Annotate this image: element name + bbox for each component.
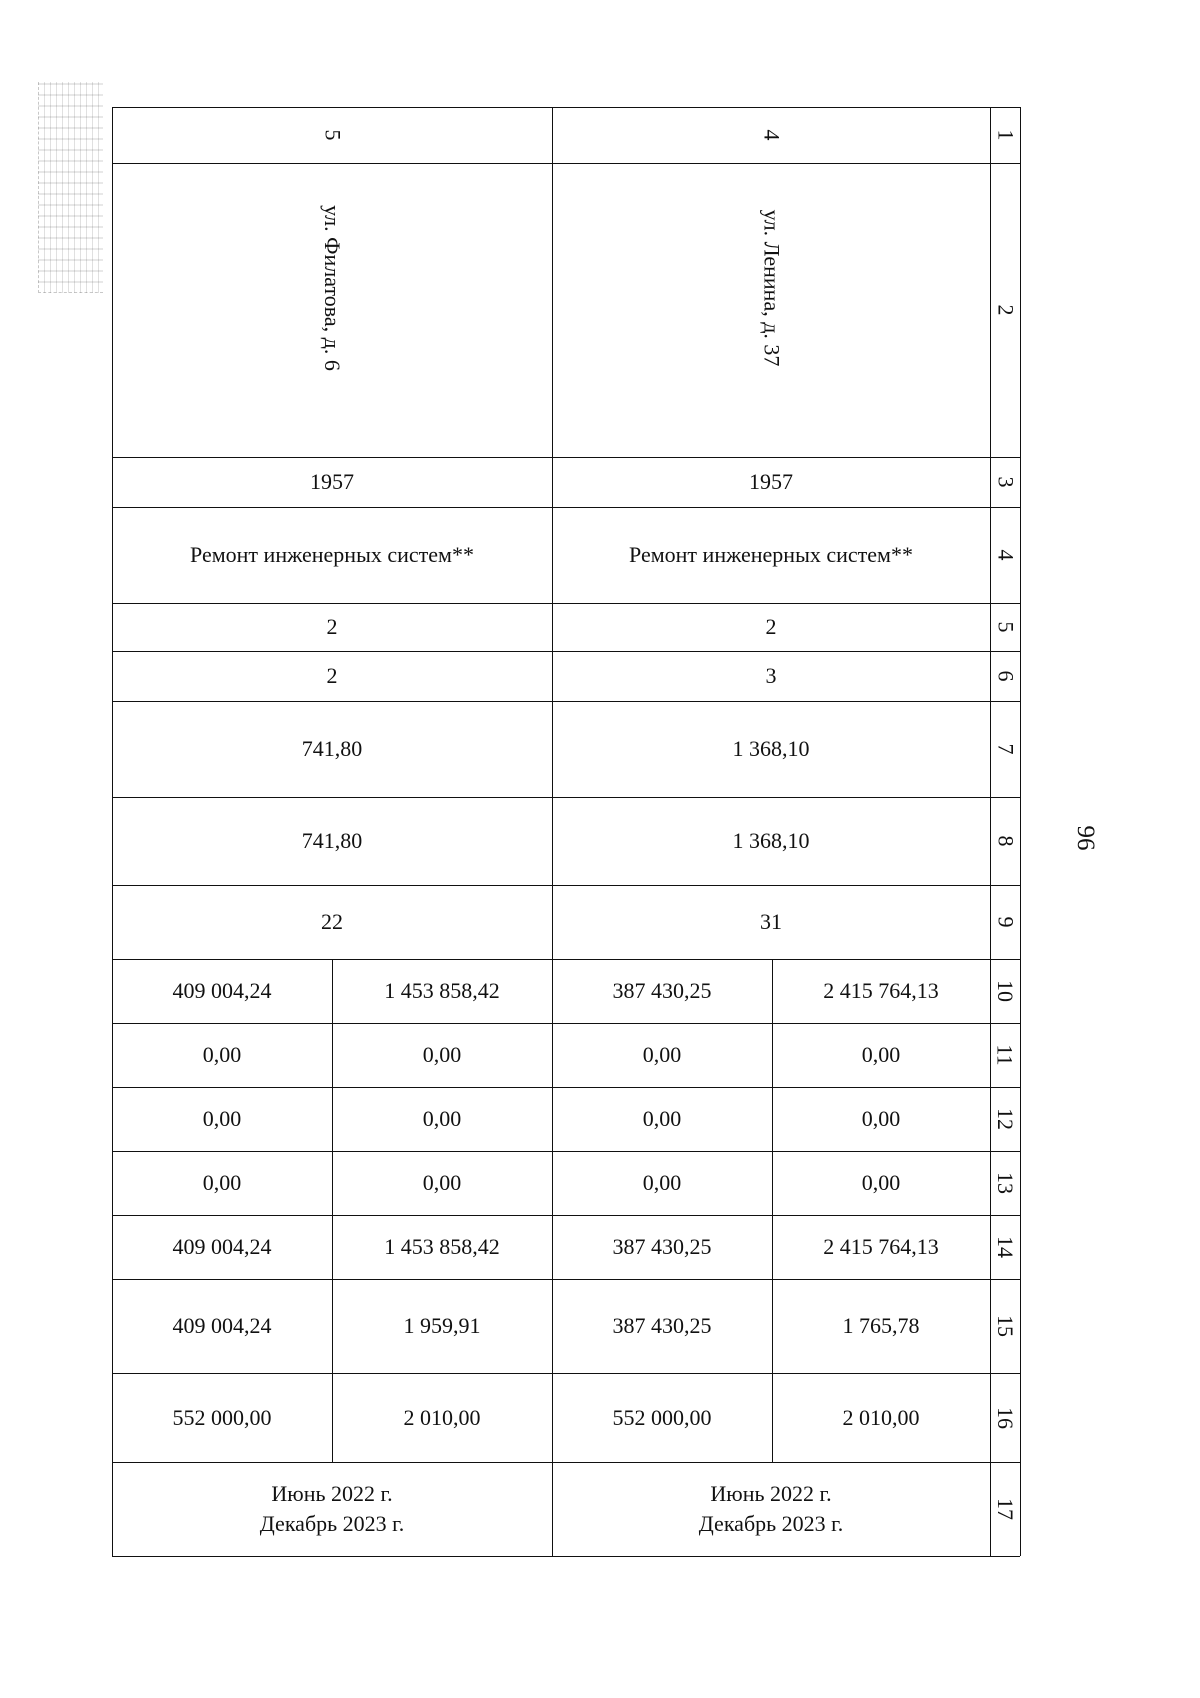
side-stamp bbox=[38, 82, 103, 293]
repair-table bbox=[112, 107, 1020, 1556]
col5-cell bbox=[552, 603, 990, 651]
year-cell bbox=[112, 457, 552, 507]
col9-cell bbox=[112, 885, 552, 959]
row-number: 16 bbox=[993, 1406, 1018, 1429]
row-number-cell bbox=[990, 885, 1020, 959]
row-number-cell bbox=[990, 457, 1020, 507]
period bbox=[260, 1479, 404, 1539]
row-number: 3 bbox=[993, 476, 1018, 488]
period-cell bbox=[112, 1462, 552, 1556]
value: 2 010,00 bbox=[403, 1404, 481, 1430]
row-number-cell bbox=[990, 1215, 1020, 1279]
value-cell bbox=[552, 1279, 772, 1373]
value-cell bbox=[552, 1373, 772, 1462]
value: 2 010,00 bbox=[842, 1404, 920, 1430]
value-cell bbox=[552, 1023, 772, 1087]
work-type-cell bbox=[112, 507, 552, 603]
col6: 3 bbox=[765, 663, 777, 688]
value: 387 430,25 bbox=[612, 1234, 712, 1259]
col6: 2 bbox=[326, 663, 338, 688]
value-cell bbox=[772, 1215, 990, 1279]
value: 0,00 bbox=[202, 1042, 242, 1067]
col7-cell bbox=[112, 701, 552, 797]
col7: 741,80 bbox=[301, 736, 363, 761]
value: 0,00 bbox=[202, 1170, 242, 1195]
value-cell bbox=[772, 1279, 990, 1373]
col8: 741,80 bbox=[301, 828, 363, 853]
value-cell bbox=[772, 1023, 990, 1087]
value: 0,00 bbox=[422, 1106, 462, 1131]
col9: 22 bbox=[321, 909, 343, 934]
row-number: 13 bbox=[993, 1172, 1018, 1194]
row-number: 9 bbox=[993, 916, 1018, 928]
row-number-cell bbox=[990, 1279, 1020, 1373]
value-cell bbox=[772, 1087, 990, 1151]
value: 0,00 bbox=[202, 1106, 242, 1131]
row-number-cell bbox=[990, 107, 1020, 163]
value-cell bbox=[332, 1023, 552, 1087]
row-number: 6 bbox=[993, 670, 1018, 682]
value-cell bbox=[772, 1151, 990, 1215]
value: 0,00 bbox=[422, 1042, 462, 1067]
value-cell bbox=[112, 1373, 332, 1462]
col5-cell bbox=[112, 603, 552, 651]
row-number-cell bbox=[990, 1087, 1020, 1151]
col8-cell bbox=[112, 797, 552, 885]
col6-cell bbox=[112, 651, 552, 701]
item-number-cell bbox=[552, 107, 990, 163]
row-number-cell bbox=[990, 1023, 1020, 1087]
period-end: Декабрь 2023 г. bbox=[698, 1511, 844, 1536]
row-number-cell bbox=[990, 163, 1020, 457]
value-cell bbox=[332, 1087, 552, 1151]
row-number-cell bbox=[990, 1462, 1020, 1556]
value-cell bbox=[772, 1373, 990, 1462]
period-start: Июнь 2022 г. bbox=[271, 1481, 393, 1506]
address: ул. Ленина, д. 37 bbox=[758, 209, 784, 367]
value-cell bbox=[552, 959, 772, 1023]
row-number: 17 bbox=[993, 1498, 1018, 1520]
col9-cell bbox=[552, 885, 990, 959]
value: 0,00 bbox=[642, 1042, 682, 1067]
row-number: 8 bbox=[993, 835, 1018, 847]
value: 1 453 858,42 bbox=[384, 978, 500, 1003]
row-number-cell bbox=[990, 797, 1020, 885]
period-cell bbox=[552, 1462, 990, 1556]
row-number: 14 bbox=[993, 1236, 1018, 1258]
item-number: 4 bbox=[759, 129, 784, 141]
value-cell bbox=[772, 959, 990, 1023]
value-cell bbox=[552, 1087, 772, 1151]
row-number: 10 bbox=[993, 980, 1018, 1002]
col8: 1 368,10 bbox=[732, 828, 810, 853]
value-cell bbox=[332, 1373, 552, 1462]
year: 1957 bbox=[310, 469, 354, 494]
row-number-cell bbox=[990, 1373, 1020, 1462]
value-cell bbox=[332, 959, 552, 1023]
value: 387 430,25 bbox=[612, 1313, 712, 1338]
row-number-cell bbox=[990, 1151, 1020, 1215]
col7-cell bbox=[552, 701, 990, 797]
value: 1 453 858,42 bbox=[384, 1234, 500, 1259]
value: 552 000,00 bbox=[172, 1404, 272, 1430]
col7: 1 368,10 bbox=[732, 736, 810, 761]
table-rule bbox=[112, 1556, 1020, 1557]
value-cell bbox=[112, 1151, 332, 1215]
address-cell bbox=[552, 163, 990, 457]
value: 0,00 bbox=[861, 1170, 901, 1195]
col6-cell bbox=[552, 651, 990, 701]
value-cell bbox=[112, 1023, 332, 1087]
value: 552 000,00 bbox=[612, 1404, 712, 1430]
value-cell bbox=[112, 1215, 332, 1279]
period-end: Декабрь 2023 г. bbox=[259, 1511, 405, 1536]
value: 1 959,91 bbox=[403, 1313, 481, 1338]
value: 409 004,24 bbox=[172, 1313, 272, 1338]
row-number-cell bbox=[990, 959, 1020, 1023]
row-number-cell bbox=[990, 603, 1020, 651]
col9: 31 bbox=[760, 909, 782, 934]
page-number: 96 bbox=[1072, 825, 1099, 851]
row-number: 7 bbox=[993, 743, 1018, 755]
value: 387 430,25 bbox=[612, 978, 712, 1003]
table-rule bbox=[1020, 107, 1021, 1556]
value-cell bbox=[552, 1215, 772, 1279]
row-number: 4 bbox=[993, 549, 1018, 561]
value: 2 415 764,13 bbox=[823, 1234, 939, 1259]
period bbox=[699, 1479, 843, 1539]
value-cell bbox=[112, 1279, 332, 1373]
value: 0,00 bbox=[642, 1106, 682, 1131]
work-type: Ремонт инженерных систем** bbox=[629, 542, 913, 567]
value-cell bbox=[552, 1151, 772, 1215]
col5: 2 bbox=[765, 614, 777, 639]
row-number: 15 bbox=[993, 1315, 1018, 1337]
value-cell bbox=[332, 1215, 552, 1279]
row-number-cell bbox=[990, 651, 1020, 701]
year-cell bbox=[552, 457, 990, 507]
value: 409 004,24 bbox=[172, 978, 272, 1003]
value-cell bbox=[332, 1279, 552, 1373]
row-number-cell bbox=[990, 507, 1020, 603]
address-cell bbox=[112, 163, 552, 457]
value: 1 765,78 bbox=[842, 1313, 920, 1338]
row-number: 5 bbox=[993, 621, 1018, 633]
row-number: 12 bbox=[993, 1108, 1018, 1130]
value: 0,00 bbox=[422, 1170, 462, 1195]
col5: 2 bbox=[326, 614, 338, 639]
item-number-cell bbox=[112, 107, 552, 163]
year: 1957 bbox=[749, 469, 793, 494]
value: 0,00 bbox=[642, 1170, 682, 1195]
row-number-cell bbox=[990, 701, 1020, 797]
work-type: Ремонт инженерных систем** bbox=[190, 542, 474, 567]
value: 0,00 bbox=[861, 1106, 901, 1131]
row-number: 2 bbox=[993, 304, 1018, 316]
value: 409 004,24 bbox=[172, 1234, 272, 1259]
value-cell bbox=[112, 1087, 332, 1151]
value: 2 415 764,13 bbox=[823, 978, 939, 1003]
period-start: Июнь 2022 г. bbox=[710, 1481, 832, 1506]
work-type-cell bbox=[552, 507, 990, 603]
col8-cell bbox=[552, 797, 990, 885]
row-number: 1 bbox=[993, 129, 1018, 141]
value: 0,00 bbox=[861, 1042, 901, 1067]
row-number: 11 bbox=[993, 1044, 1018, 1066]
item-number: 5 bbox=[320, 129, 345, 141]
value-cell bbox=[332, 1151, 552, 1215]
address: ул. Филатова, д. 6 bbox=[319, 205, 345, 371]
value-cell bbox=[112, 959, 332, 1023]
